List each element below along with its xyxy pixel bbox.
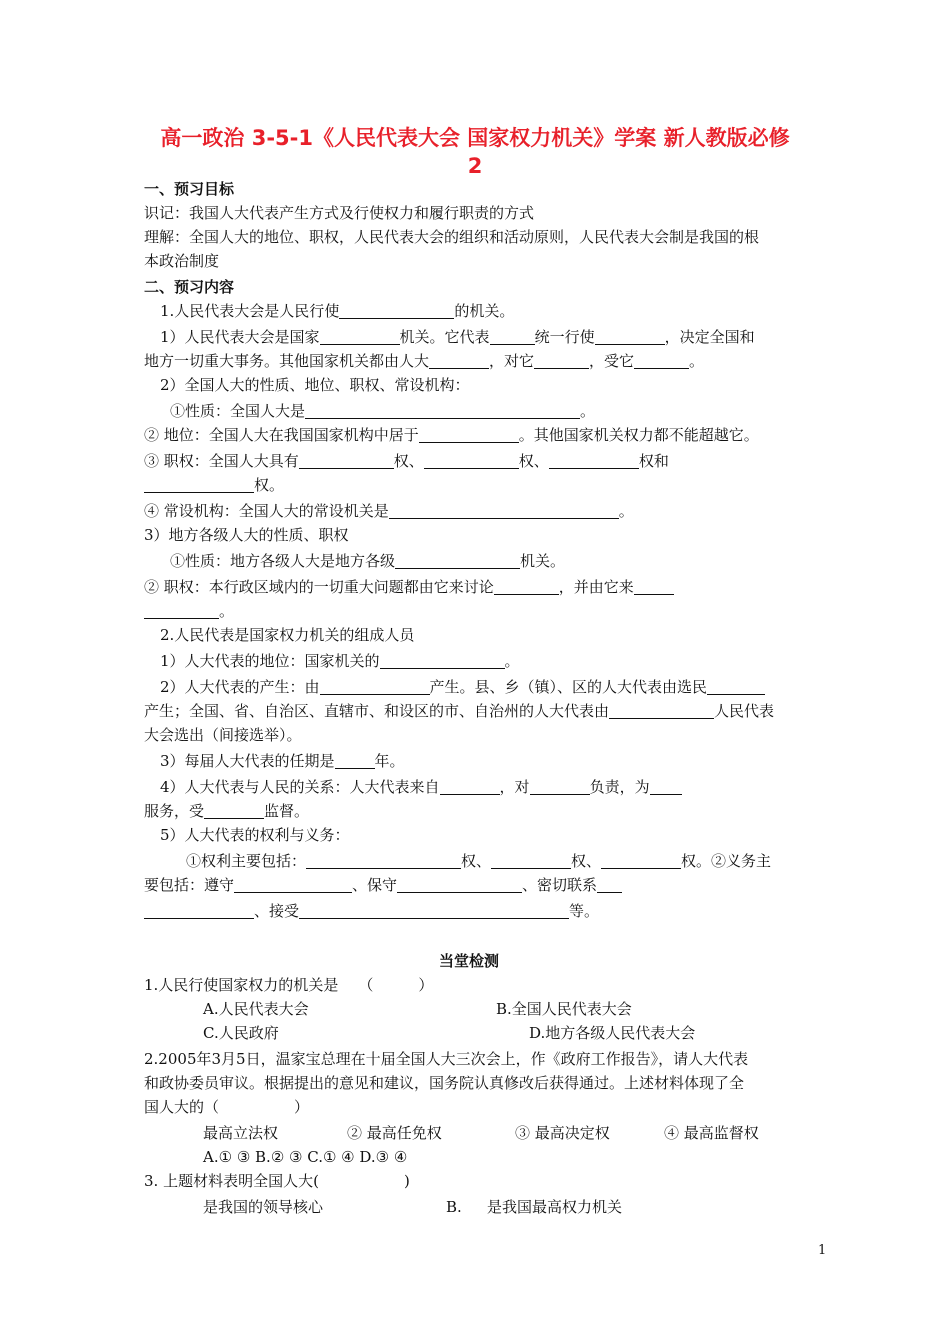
- statement-2: ② 最高任免权: [347, 1124, 442, 1142]
- fill-blank[interactable]: [530, 780, 590, 795]
- fill-blank[interactable]: [650, 780, 682, 795]
- question-2-cont: 和政协委员审议。根据提出的意见和建议，国务院认真修改后获得通过。上述材料体现了全: [144, 1074, 745, 1092]
- content-line: ② 职权：本行政区域内的一切重大问题都由它来讨论 ，并由它来: [144, 576, 674, 598]
- fill-blank[interactable]: [534, 354, 589, 369]
- option-b[interactable]: B.全国人民代表大会: [496, 1000, 632, 1018]
- fill-blank[interactable]: [395, 554, 520, 569]
- fill-blank[interactable]: [320, 680, 430, 695]
- fill-blank[interactable]: [549, 454, 639, 469]
- option-c[interactable]: C.人民政府: [203, 1024, 279, 1042]
- fill-blank[interactable]: [204, 804, 264, 819]
- content-line: 2）全国人大的性质、地位、职权、常设机构：: [160, 376, 470, 394]
- answer-choices[interactable]: A.① ③ B.② ③ C.① ④ D.③ ④: [203, 1148, 408, 1166]
- option-b-label: B.: [446, 1198, 462, 1216]
- page-number: 1: [818, 1243, 827, 1258]
- content-line: 、接受 等。: [144, 900, 599, 922]
- content-line: 地方一切重大事务。其他国家机关都由人大 ，对它 ，受它 。: [144, 352, 705, 370]
- fill-blank[interactable]: [299, 904, 569, 919]
- content-line: 5）人大代表的权利与义务：: [160, 826, 350, 844]
- fill-blank[interactable]: [634, 354, 689, 369]
- fill-blank[interactable]: [397, 878, 522, 893]
- content-line: 4）人大代表与人民的关系：人大代表来自 ，对 负责，为: [160, 776, 682, 798]
- fill-blank[interactable]: [299, 454, 394, 469]
- content-line: 2.人民代表是国家权力机关的组成人员: [160, 626, 415, 644]
- fill-blank[interactable]: [595, 330, 665, 345]
- option-d[interactable]: D.地方各级人民代表大会: [529, 1024, 696, 1042]
- fill-blank[interactable]: [424, 454, 519, 469]
- content-line: 3）每届人大代表的任期是 年。: [160, 752, 405, 770]
- fill-blank[interactable]: [440, 780, 500, 795]
- option-b[interactable]: 是我国最高权力机关: [487, 1198, 623, 1216]
- content-line: ④ 常设机构：全国人大的常设机关是 。: [144, 502, 634, 520]
- fill-blank[interactable]: [339, 304, 454, 319]
- goal-memorize: 识记：我国人大代表产生方式及行使权力和履行职责的方式: [144, 204, 535, 222]
- fill-blank[interactable]: [490, 330, 535, 345]
- fill-blank[interactable]: [389, 504, 619, 519]
- fill-blank[interactable]: [380, 654, 505, 669]
- content-line: 要包括：遵守 、保守 、密切联系: [144, 874, 622, 896]
- content-line: 1）人大代表的地位：国家机关的 。: [160, 652, 520, 670]
- content-line: 大会选出（间接选举）。: [144, 726, 302, 744]
- fill-blank[interactable]: [634, 580, 674, 595]
- statement-1: 最高立法权: [203, 1124, 279, 1142]
- question-1: 1.人民行使国家权力的机关是 （ ）: [144, 976, 434, 994]
- fill-blank[interactable]: [707, 680, 765, 695]
- content-line: ①性质：地方各级人大是地方各级 机关。: [170, 552, 566, 570]
- content-line: 1.人民代表大会是人民行使 的机关。: [160, 302, 515, 320]
- content-line: 权。: [144, 474, 284, 496]
- fill-blank[interactable]: [234, 878, 352, 893]
- statement-4: ④ 最高监督权: [664, 1124, 759, 1142]
- content-line: ② 地位：全国人大在我国国家机构中居于 。其他国家机关权力都不能超越它。: [144, 426, 759, 444]
- document-title-cont: 2: [467, 154, 483, 178]
- option-a[interactable]: A.人民代表大会: [203, 1000, 309, 1018]
- statement-3: ③ 最高决定权: [515, 1124, 610, 1142]
- fill-blank[interactable]: [419, 428, 519, 443]
- question-2: 2.2005年3月5日，温家宝总理在十届全国人大三次会上，作《政府工作报告》，请人大代表: [144, 1050, 749, 1068]
- content-line: 。: [144, 600, 234, 622]
- fill-blank[interactable]: [609, 704, 714, 719]
- fill-blank[interactable]: [491, 854, 571, 869]
- section-heading-content: 二、预习内容: [144, 278, 235, 296]
- question-3: 3. 上题材料表明全国人大( ): [144, 1172, 410, 1190]
- fill-blank[interactable]: [429, 354, 489, 369]
- content-line: 产生；全国、省、自治区、直辖市、和设区的市、自治州的人大代表由 人民代表: [144, 702, 775, 720]
- content-line: ③ 职权：全国人大具有 权、 权、 权和: [144, 452, 669, 470]
- fill-blank[interactable]: [494, 580, 559, 595]
- content-line: 服务，受 监督。: [144, 802, 310, 820]
- section-heading-goals: 一、预习目标: [144, 180, 235, 198]
- fill-blank[interactable]: [144, 478, 254, 493]
- content-line: ①性质：全国人大是 。: [170, 402, 596, 420]
- content-line: 2）人大代表的产生：由 产生。县、乡（镇）、区的人大代表由选民: [160, 676, 765, 698]
- goal-understand: 理解：全国人大的地位、职权，人民代表大会的组织和活动原则，人民代表大会制是我国的根: [144, 228, 760, 246]
- content-line: 1）人民代表大会是国家 机关。它代表 统一行使 ，决定全国和: [160, 328, 755, 346]
- content-line: ①权利主要包括： 权、 权、 权。②义务主: [186, 852, 772, 870]
- document-title: 高一政治 3-5-1《人民代表大会 国家权力机关》学案 新人教版必修: [160, 126, 790, 150]
- fill-blank[interactable]: [306, 854, 461, 869]
- question-2-cont: 国人大的（ ）: [144, 1098, 310, 1116]
- fill-blank[interactable]: [601, 854, 681, 869]
- fill-blank[interactable]: [597, 878, 622, 893]
- fill-blank[interactable]: [144, 604, 219, 619]
- section-heading-quiz: 当堂检测: [439, 952, 500, 970]
- content-line: 3）地方各级人大的性质、职权: [144, 526, 349, 544]
- option-a[interactable]: 是我国的领导核心: [203, 1198, 324, 1216]
- fill-blank[interactable]: [335, 754, 375, 769]
- goal-understand-cont: 本政治制度: [144, 252, 220, 270]
- fill-blank[interactable]: [144, 904, 254, 919]
- fill-blank[interactable]: [305, 404, 580, 419]
- fill-blank[interactable]: [320, 330, 400, 345]
